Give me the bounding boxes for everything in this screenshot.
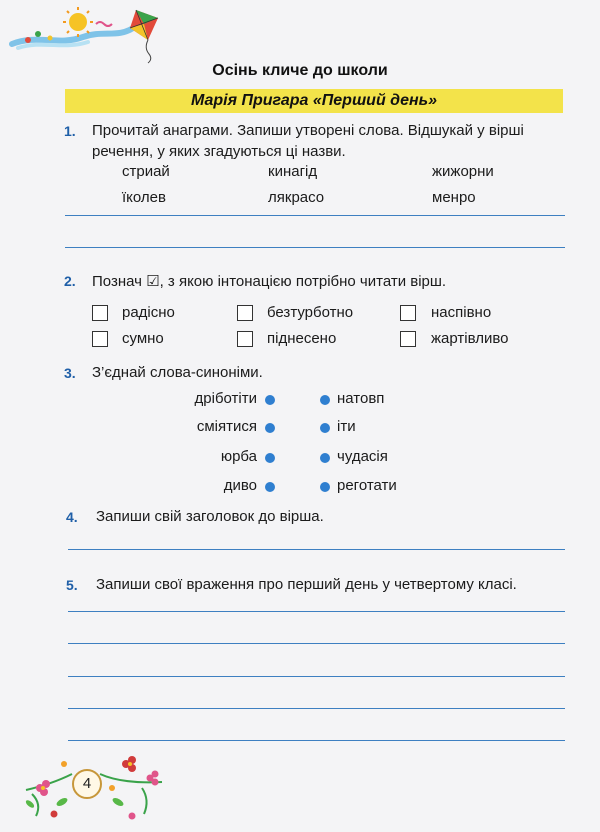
lesson-title: Марія Пригара «Перший день»	[190, 92, 438, 109]
task-1-number: 1.	[64, 123, 76, 139]
anagram-word: менро	[432, 189, 476, 206]
task-1-text-line-1: Прочитай анаграми. Запиши утворені слова. Відшукай у вірші	[92, 122, 524, 139]
anagram-word: лякрасо	[268, 189, 325, 206]
task-2-text-start: Познач	[92, 273, 142, 290]
task-3-number: 3.	[64, 365, 76, 381]
option-label: жартівливо	[431, 330, 509, 347]
task-2-number: 2.	[64, 273, 76, 289]
task-2-text	[92, 272, 446, 290]
left-connector-dot[interactable]	[265, 395, 275, 405]
page-title: Осінь кличе до школи	[212, 62, 388, 79]
task-5-answer-line[interactable]	[68, 676, 565, 677]
option-label: наспівно	[431, 304, 492, 321]
task-1-answer-line[interactable]	[65, 247, 565, 248]
synonym-right-word: чудасія	[337, 448, 388, 465]
synonym-right-word: іти	[337, 418, 356, 435]
checkbox-radisno[interactable]	[92, 305, 108, 321]
task-1-text-line-2: речення, у яких згадуються ці назви.	[92, 143, 346, 160]
task-5-text: Запиши свої враження про перший день у четвертому класі.	[96, 576, 517, 593]
anagram-word: стриай	[122, 163, 170, 180]
checkbox-checked-icon: ☑	[146, 272, 160, 290]
left-connector-dot[interactable]	[265, 482, 275, 492]
checkbox-pidneseno[interactable]	[237, 331, 253, 347]
right-connector-dot[interactable]	[320, 453, 330, 463]
checkbox-bezturbotno[interactable]	[237, 305, 253, 321]
checkbox-sumno[interactable]	[92, 331, 108, 347]
page-number: 4	[72, 769, 102, 799]
task-5-answer-line[interactable]	[68, 708, 565, 709]
task-3-text: З’єднай слова-синоніми.	[92, 364, 263, 381]
left-connector-dot[interactable]	[265, 453, 275, 463]
anagram-word: жижорни	[432, 163, 494, 180]
left-connector-dot[interactable]	[265, 423, 275, 433]
task-4-answer-line[interactable]	[68, 549, 565, 550]
task-5-answer-line[interactable]	[68, 643, 565, 644]
lesson-title-bar	[65, 89, 563, 113]
synonym-left-word: сміятися	[196, 418, 257, 435]
right-connector-dot[interactable]	[320, 482, 330, 492]
option-label: безтурботно	[267, 304, 354, 321]
synonym-left-word: диво	[223, 477, 257, 494]
synonym-right-word: реготати	[337, 477, 397, 494]
task-4-text: Запиши свій заголовок до вірша.	[96, 508, 324, 525]
right-connector-dot[interactable]	[320, 395, 330, 405]
anagram-word: кинагід	[268, 163, 318, 180]
synonym-right-word: натовп	[337, 390, 385, 407]
checkbox-zhartivlyvo[interactable]	[400, 331, 416, 347]
option-label: піднесено	[267, 330, 337, 347]
synonym-left-word: юрба	[220, 448, 257, 465]
sun-kite-decoration-icon	[8, 4, 168, 64]
option-label: радісно	[122, 304, 175, 321]
task-1-answer-line[interactable]	[65, 215, 565, 216]
task-5-answer-line[interactable]	[68, 611, 565, 612]
task-4-number: 4.	[66, 509, 78, 525]
option-label: сумно	[122, 330, 164, 347]
checkbox-naspivno[interactable]	[400, 305, 416, 321]
task-5-number: 5.	[66, 577, 78, 593]
task-2-text-end: , з якою інтонацією потрібно читати вірш.	[159, 273, 447, 290]
synonym-left-word: дріботіти	[194, 390, 257, 407]
right-connector-dot[interactable]	[320, 423, 330, 433]
anagram-word: їколев	[122, 189, 166, 206]
task-5-answer-line[interactable]	[68, 740, 565, 741]
